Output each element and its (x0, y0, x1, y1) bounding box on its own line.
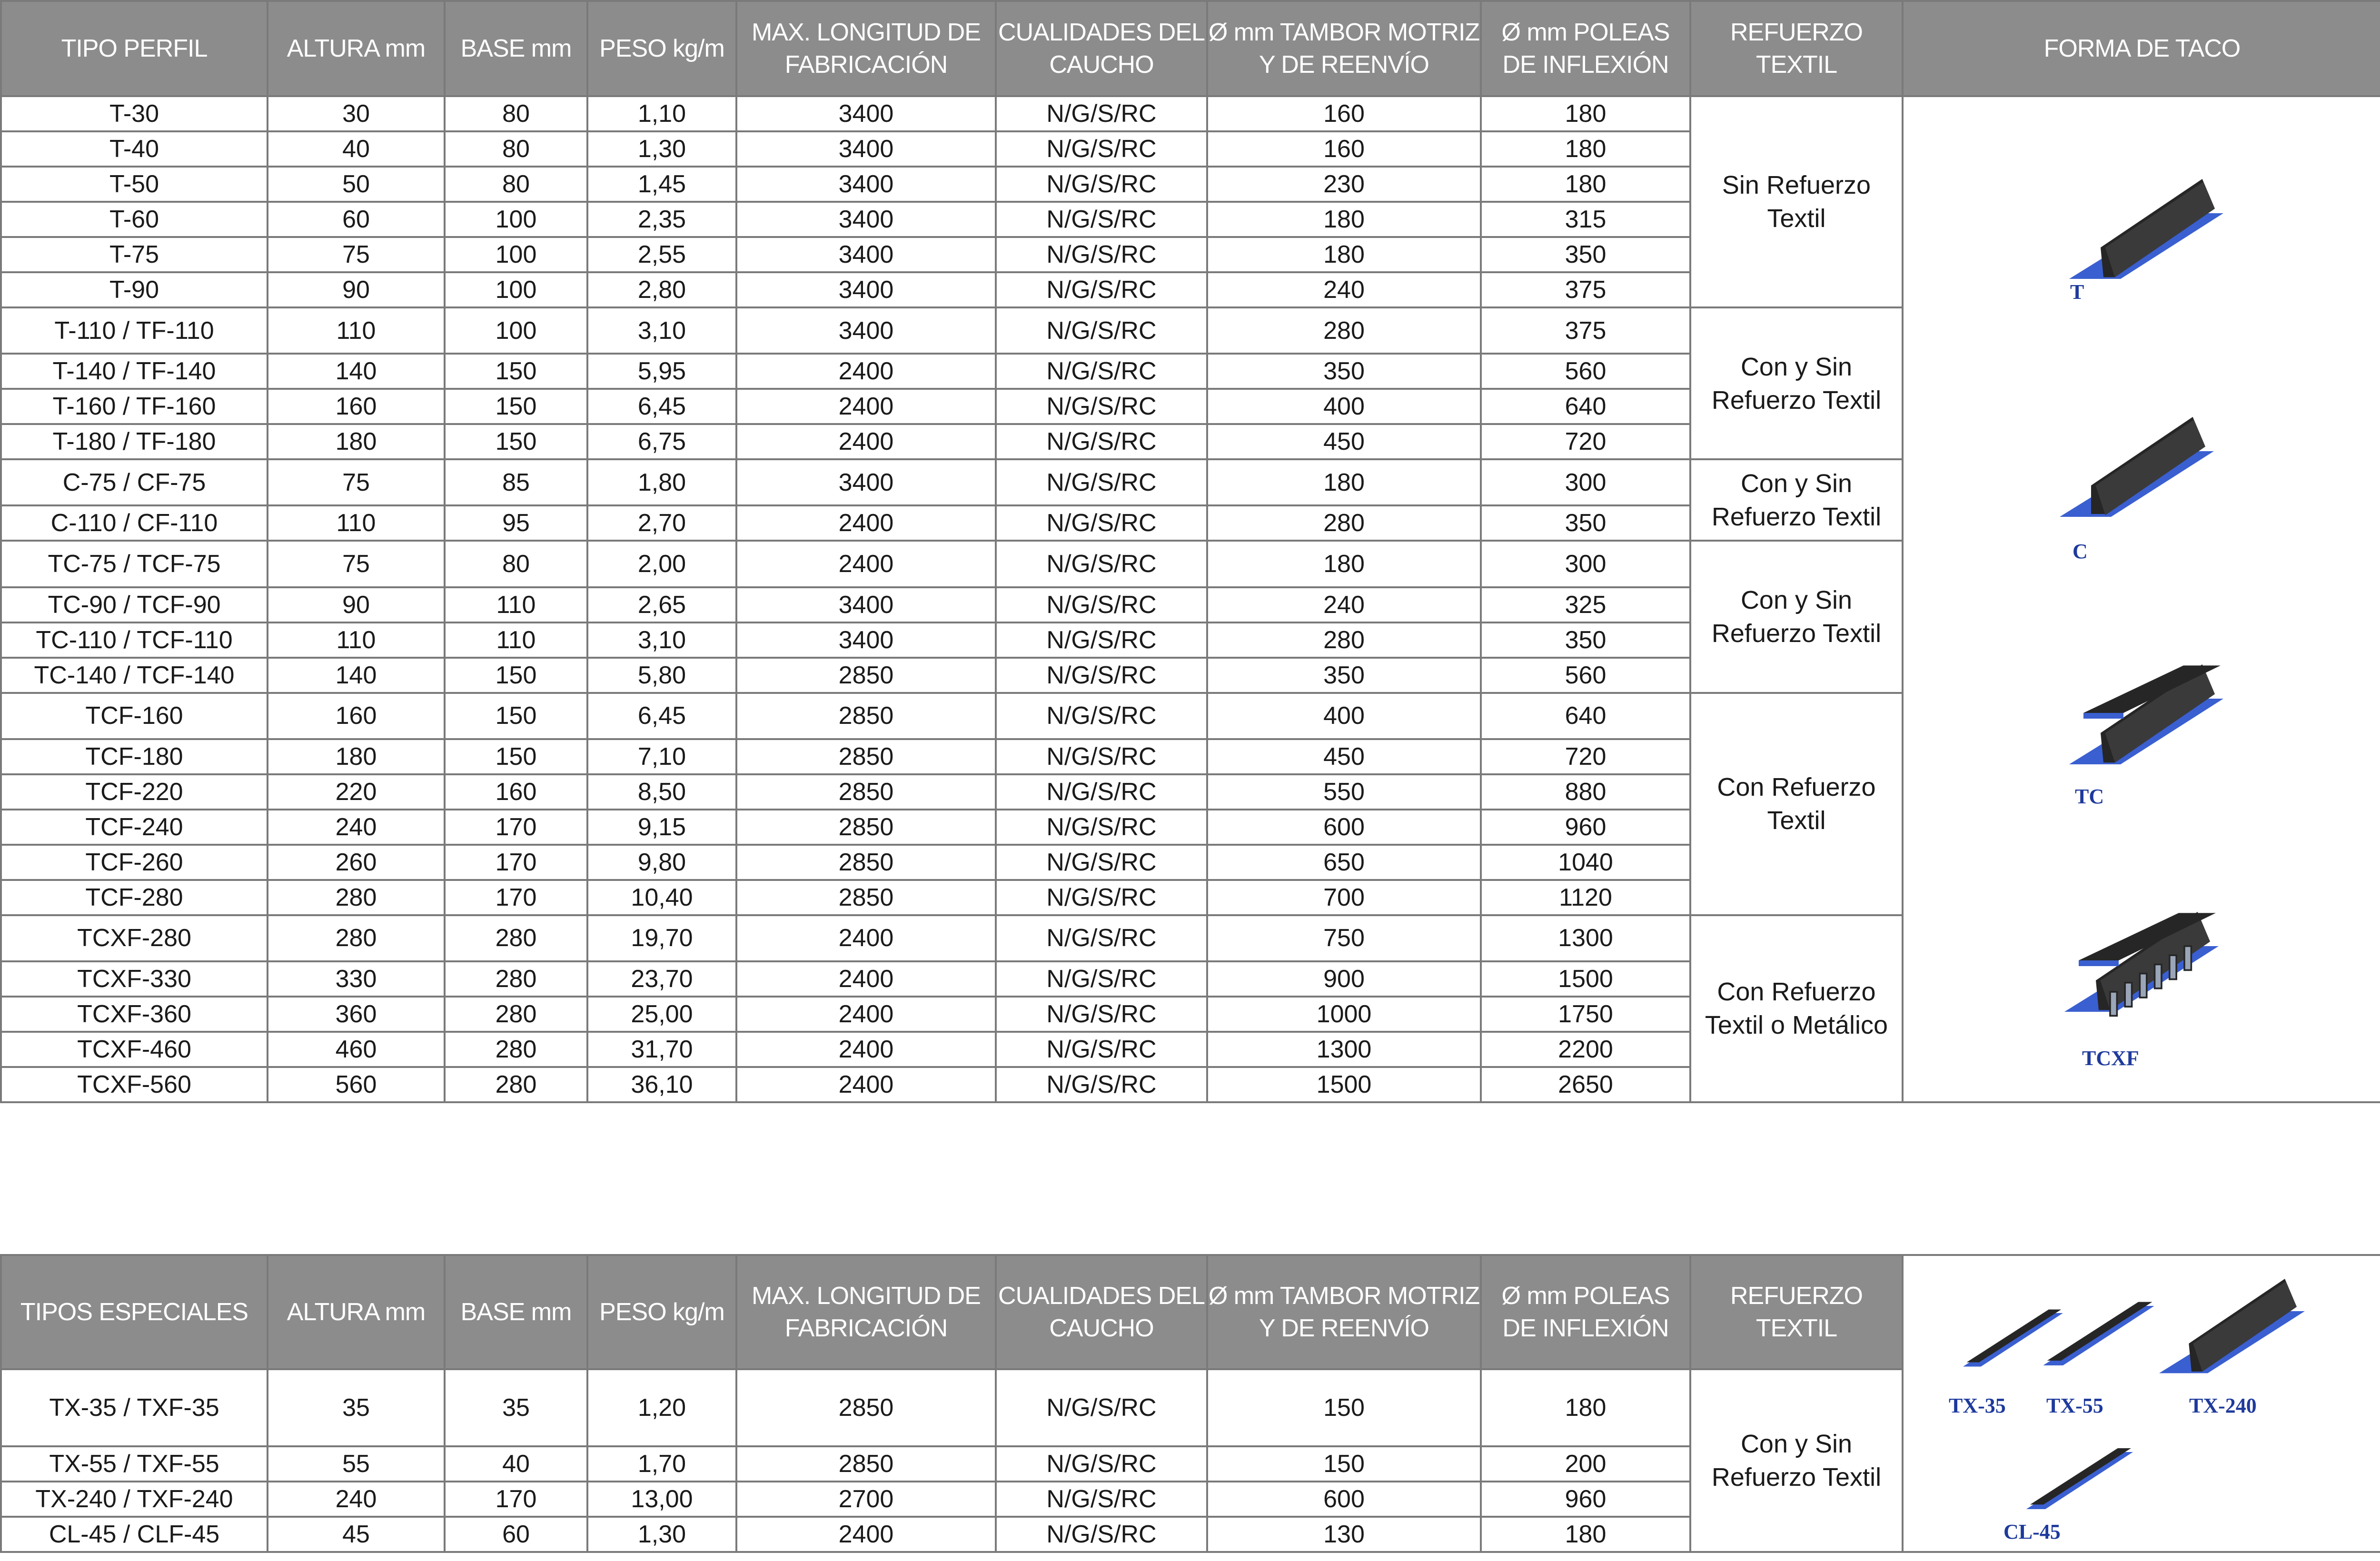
tx240-profile-icon (2151, 1265, 2313, 1389)
table-cell: TCF-240 (1, 810, 268, 845)
table-cell: 23,70 (587, 961, 736, 997)
table-cell: N/G/S/RC (996, 915, 1207, 961)
table-cell: 460 (268, 1032, 445, 1067)
table-cell: 640 (1481, 389, 1690, 424)
table-cell: N/G/S/RC (996, 587, 1207, 622)
table-cell: 30 (268, 96, 445, 131)
table-cell: 40 (445, 1446, 587, 1482)
forma-de-taco-cell (1903, 96, 2380, 1102)
table-cell: 280 (445, 997, 587, 1032)
table-cell: TC-75 / TCF-75 (1, 541, 268, 587)
table-cell: 2400 (736, 915, 996, 961)
table-cell: 350 (1207, 658, 1481, 693)
special-col-header: REFUERZO TEXTIL (1690, 1255, 1903, 1369)
table-cell: 1500 (1207, 1067, 1481, 1102)
table-cell: 75 (268, 541, 445, 587)
table-cell: 130 (1207, 1517, 1481, 1552)
t-profile-icon (2061, 173, 2232, 287)
table-cell: 1,80 (587, 459, 736, 505)
table-cell: N/G/S/RC (996, 541, 1207, 587)
table-cell: TCXF-460 (1, 1032, 268, 1067)
special-col-header: MAX. LONGITUD DE FABRICACIÓN (736, 1255, 996, 1369)
table-cell: 150 (1207, 1369, 1481, 1446)
table-cell: 13,00 (587, 1482, 736, 1517)
table-cell: 80 (445, 167, 587, 202)
table-cell: 600 (1207, 1482, 1481, 1517)
table-cell: N/G/S/RC (996, 880, 1207, 915)
table-cell: 2850 (736, 880, 996, 915)
table-cell: 200 (1481, 1446, 1690, 1482)
table-cell: 720 (1481, 424, 1690, 459)
table-cell: 300 (1481, 459, 1690, 505)
table-cell: 19,70 (587, 915, 736, 961)
table-cell: 1,45 (587, 167, 736, 202)
table-cell: 900 (1207, 961, 1481, 997)
table-cell: 9,15 (587, 810, 736, 845)
table-cell: 2400 (736, 505, 996, 541)
col-header-tipo-perfil: TIPO PERFIL (1, 1, 268, 96)
shape-label: T (2070, 280, 2084, 304)
table-cell: 230 (1207, 167, 1481, 202)
table-cell: 140 (268, 354, 445, 389)
table-cell: 3400 (736, 622, 996, 658)
table-cell: 3400 (736, 272, 996, 307)
table-cell: 2400 (736, 1517, 996, 1552)
table-cell: 1040 (1481, 845, 1690, 880)
table-cell: 5,95 (587, 354, 736, 389)
table-cell: 1120 (1481, 880, 1690, 915)
table-cell: 1,30 (587, 131, 736, 167)
special-col-header: CUALIDADES DEL CAUCHO (996, 1255, 1207, 1369)
table-cell: N/G/S/RC (996, 272, 1207, 307)
table-cell: C-110 / CF-110 (1, 505, 268, 541)
table-cell: 220 (268, 774, 445, 810)
refuerzo-group-cell: Con y Sin Refuerzo Textil (1690, 459, 1903, 541)
table-cell: N/G/S/RC (996, 739, 1207, 774)
table-cell: 350 (1207, 354, 1481, 389)
special-col-header: Ø mm TAMBOR MOTRIZ Y DE REENVÍO (1207, 1255, 1481, 1369)
table-row (1, 96, 2380, 131)
table-cell: 3400 (736, 202, 996, 237)
table-cell: N/G/S/RC (996, 307, 1207, 354)
table-cell: 640 (1481, 693, 1690, 739)
table-cell: 2,65 (587, 587, 736, 622)
table-cell: N/G/S/RC (996, 354, 1207, 389)
col-header-poleas: Ø mm POLEAS DE INFLEXIÓN (1481, 1, 1690, 96)
special-col-header: TIPOS ESPECIALES (1, 1255, 268, 1369)
tcxf-profile-icon (2056, 906, 2227, 1020)
table-cell: N/G/S/RC (996, 1517, 1207, 1552)
table-cell: 280 (445, 1032, 587, 1067)
table-cell: 170 (445, 845, 587, 880)
table-cell: 300 (1481, 541, 1690, 587)
table-cell: TCF-260 (1, 845, 268, 880)
table-cell: 720 (1481, 739, 1690, 774)
special-col-header: ALTURA mm (268, 1255, 445, 1369)
c-profile-icon (2051, 411, 2222, 525)
table-cell: 360 (268, 997, 445, 1032)
table-cell: T-160 / TF-160 (1, 389, 268, 424)
table-cell: T-30 (1, 96, 268, 131)
table-cell: 36,10 (587, 1067, 736, 1102)
table-cell: T-140 / TF-140 (1, 354, 268, 389)
table-cell: 2200 (1481, 1032, 1690, 1067)
table-cell: 60 (445, 1517, 587, 1552)
table-cell: 180 (1481, 96, 1690, 131)
table-cell: 240 (268, 810, 445, 845)
table-cell: 650 (1207, 845, 1481, 880)
table-cell: TCXF-560 (1, 1067, 268, 1102)
table-cell: N/G/S/RC (996, 167, 1207, 202)
table-cell: 150 (445, 389, 587, 424)
table-cell: 31,70 (587, 1032, 736, 1067)
table-cell: 9,80 (587, 845, 736, 880)
table-cell: N/G/S/RC (996, 997, 1207, 1032)
table-cell: N/G/S/RC (996, 845, 1207, 880)
table-cell: 350 (1481, 622, 1690, 658)
table-cell: N/G/S/RC (996, 1446, 1207, 1482)
table-cell: 110 (268, 505, 445, 541)
special-shapes-cell (1903, 1255, 2380, 1552)
table-cell: 7,10 (587, 739, 736, 774)
table-cell: 450 (1207, 424, 1481, 459)
table-cell: 50 (268, 167, 445, 202)
col-header-tambor: Ø mm TAMBOR MOTRIZ Y DE REENVÍO (1207, 1, 1481, 96)
table-cell: T-75 (1, 237, 268, 272)
table-cell: 315 (1481, 202, 1690, 237)
table-cell: 6,75 (587, 424, 736, 459)
table-cell: 100 (445, 202, 587, 237)
table-cell: 180 (1207, 459, 1481, 505)
table-cell: 140 (268, 658, 445, 693)
table-cell: 160 (268, 389, 445, 424)
table-cell: 1000 (1207, 997, 1481, 1032)
table-cell: 2,55 (587, 237, 736, 272)
table-cell: TCXF-360 (1, 997, 268, 1032)
table-cell: 180 (1481, 131, 1690, 167)
refuerzo-group-cell: Con y Sin Refuerzo Textil (1690, 541, 1903, 692)
shape-label: TX-35 (1949, 1394, 2006, 1417)
table-cell: 25,00 (587, 997, 736, 1032)
table-cell: 3,10 (587, 622, 736, 658)
table-cell: N/G/S/RC (996, 131, 1207, 167)
table-cell: 80 (445, 96, 587, 131)
table-cell: TCF-160 (1, 693, 268, 739)
table-cell: T-180 / TF-180 (1, 424, 268, 459)
table-cell: TX-240 / TXF-240 (1, 1482, 268, 1517)
table-cell: 90 (268, 272, 445, 307)
col-header-cualidades: CUALIDADES DEL CAUCHO (996, 1, 1207, 96)
table-cell: N/G/S/RC (996, 505, 1207, 541)
table-cell: T-60 (1, 202, 268, 237)
special-col-header: Ø mm POLEAS DE INFLEXIÓN (1481, 1255, 1690, 1369)
table-cell: 280 (1207, 505, 1481, 541)
special-col-header: BASE mm (445, 1255, 587, 1369)
table-cell: TCXF-280 (1, 915, 268, 961)
table-cell: 2,00 (587, 541, 736, 587)
cl45-profile-icon (2018, 1437, 2142, 1513)
table-cell: N/G/S/RC (996, 202, 1207, 237)
table-cell: 280 (268, 880, 445, 915)
table-cell: 2,70 (587, 505, 736, 541)
table-cell: 240 (1207, 587, 1481, 622)
table-cell: N/G/S/RC (996, 237, 1207, 272)
refuerzo-group-cell: Con y Sin Refuerzo Textil (1690, 307, 1903, 459)
table-cell: 560 (1481, 658, 1690, 693)
table-cell: 2,35 (587, 202, 736, 237)
table-cell: 400 (1207, 389, 1481, 424)
table-cell: 2400 (736, 1032, 996, 1067)
table-cell: 1,30 (587, 1517, 736, 1552)
table-cell: 2400 (736, 1067, 996, 1102)
table-cell: 2850 (736, 693, 996, 739)
shape-label: TX-240 (2189, 1394, 2257, 1417)
table-cell: 960 (1481, 810, 1690, 845)
table-cell: 960 (1481, 1482, 1690, 1517)
table-cell: CL-45 / CLF-45 (1, 1517, 268, 1552)
table-cell: 150 (445, 354, 587, 389)
table-cell: 110 (268, 307, 445, 354)
table-cell: 880 (1481, 774, 1690, 810)
col-header-refuerzo: REFUERZO TEXTIL (1690, 1, 1903, 96)
table-cell: 170 (445, 810, 587, 845)
shape-label: C (2073, 540, 2088, 563)
table-cell: 45 (268, 1517, 445, 1552)
table-cell: TC-110 / TCF-110 (1, 622, 268, 658)
col-header-peso: PESO kg/m (587, 1, 736, 96)
table-cell: 2400 (736, 997, 996, 1032)
table-cell: 110 (268, 622, 445, 658)
refuerzo-group-cell: Con y Sin Refuerzo Textil (1690, 1369, 1903, 1552)
table-cell: 3400 (736, 167, 996, 202)
table-cell: 6,45 (587, 389, 736, 424)
table-cell: N/G/S/RC (996, 1032, 1207, 1067)
table-cell: N/G/S/RC (996, 774, 1207, 810)
shape-label: TX-55 (2046, 1394, 2103, 1417)
table-cell: 1500 (1481, 961, 1690, 997)
table-cell: TX-55 / TXF-55 (1, 1446, 268, 1482)
table-cell: 1,10 (587, 96, 736, 131)
table-cell: 325 (1481, 587, 1690, 622)
table-cell: TCF-280 (1, 880, 268, 915)
table-cell: 400 (1207, 693, 1481, 739)
table-cell: 2850 (736, 658, 996, 693)
refuerzo-group-cell: Con Refuerzo Textil (1690, 693, 1903, 915)
table-cell: N/G/S/RC (996, 1482, 1207, 1517)
table-cell: 280 (1207, 622, 1481, 658)
tx55-profile-icon (2039, 1289, 2158, 1370)
table-cell: 3400 (736, 459, 996, 505)
table-cell: N/G/S/RC (996, 658, 1207, 693)
table-cell: N/G/S/RC (996, 424, 1207, 459)
table-cell: 160 (1207, 96, 1481, 131)
table-cell: 170 (445, 880, 587, 915)
table-cell: 180 (1207, 202, 1481, 237)
table-cell: 3400 (736, 587, 996, 622)
table-cell: T-50 (1, 167, 268, 202)
table-cell: 150 (445, 658, 587, 693)
table-cell: TCXF-330 (1, 961, 268, 997)
table-cell: 2,80 (587, 272, 736, 307)
table-cell: N/G/S/RC (996, 459, 1207, 505)
table-cell: 85 (445, 459, 587, 505)
table-cell: 280 (268, 915, 445, 961)
table-cell: 160 (1207, 131, 1481, 167)
table-cell: 10,40 (587, 880, 736, 915)
special-profile-table (0, 1254, 2380, 1553)
table-cell: 75 (268, 459, 445, 505)
table-cell: 560 (1481, 354, 1690, 389)
special-col-header: PESO kg/m (587, 1255, 736, 1369)
table-cell: 180 (1207, 541, 1481, 587)
table-cell: 3400 (736, 131, 996, 167)
table-cell: TC-140 / TCF-140 (1, 658, 268, 693)
table-cell: 60 (268, 202, 445, 237)
table-cell: 90 (268, 587, 445, 622)
table-cell: 2850 (736, 1369, 996, 1446)
table-cell: 280 (445, 915, 587, 961)
table-cell: TC-90 / TCF-90 (1, 587, 268, 622)
table-cell: 150 (445, 739, 587, 774)
table-cell: TCF-180 (1, 739, 268, 774)
table-cell: 700 (1207, 880, 1481, 915)
table-cell: 450 (1207, 739, 1481, 774)
table-cell: N/G/S/RC (996, 389, 1207, 424)
table-cell: 100 (445, 307, 587, 354)
table-cell: 2850 (736, 810, 996, 845)
refuerzo-group-cell: Sin Refuerzo Textil (1690, 96, 1903, 307)
special-header-row (1, 1255, 2380, 1369)
table-cell: C-75 / CF-75 (1, 459, 268, 505)
table-cell: 2400 (736, 354, 996, 389)
table-cell: 2850 (736, 774, 996, 810)
table-cell: 2400 (736, 541, 996, 587)
table-cell: 180 (1481, 1369, 1690, 1446)
table-cell: 330 (268, 961, 445, 997)
table-cell: N/G/S/RC (996, 1067, 1207, 1102)
table-cell: N/G/S/RC (996, 961, 1207, 997)
table-cell: 1750 (1481, 997, 1690, 1032)
table-cell: 180 (268, 424, 445, 459)
table-cell: 100 (445, 237, 587, 272)
table-cell: 1,70 (587, 1446, 736, 1482)
col-header-max-longitud: MAX. LONGITUD DE FABRICACIÓN (736, 1, 996, 96)
table-cell: 40 (268, 131, 445, 167)
table-cell: 170 (445, 1482, 587, 1517)
table-cell: 2700 (736, 1482, 996, 1517)
table-cell: 1300 (1481, 915, 1690, 961)
table-cell: 6,45 (587, 693, 736, 739)
table-cell: 2850 (736, 739, 996, 774)
table-cell: 280 (1207, 307, 1481, 354)
table-cell: 80 (445, 131, 587, 167)
table-cell: N/G/S/RC (996, 622, 1207, 658)
table-cell: 160 (445, 774, 587, 810)
table-cell: 3400 (736, 237, 996, 272)
table-cell: 150 (1207, 1446, 1481, 1482)
table-cell: 55 (268, 1446, 445, 1482)
table-cell: 95 (445, 505, 587, 541)
table-cell: N/G/S/RC (996, 1369, 1207, 1446)
shape-label: TC (2075, 785, 2104, 808)
table-cell: 8,50 (587, 774, 736, 810)
table-cell: 2850 (736, 1446, 996, 1482)
table-cell: 550 (1207, 774, 1481, 810)
table-cell: 80 (445, 541, 587, 587)
table-cell: 3400 (736, 307, 996, 354)
table-cell: 350 (1481, 505, 1690, 541)
table-cell: 260 (268, 845, 445, 880)
table-cell: 2400 (736, 389, 996, 424)
table-cell: 600 (1207, 810, 1481, 845)
table-cell: 240 (1207, 272, 1481, 307)
table-cell: 2400 (736, 961, 996, 997)
main-header-row (1, 1, 2380, 96)
table-cell: T-40 (1, 131, 268, 167)
shape-label: CL-45 (2003, 1520, 2061, 1543)
table-cell: 2400 (736, 424, 996, 459)
table-cell: N/G/S/RC (996, 693, 1207, 739)
table-cell: 375 (1481, 307, 1690, 354)
table-cell: 110 (445, 587, 587, 622)
table-cell: 280 (445, 961, 587, 997)
table-cell: 350 (1481, 237, 1690, 272)
table-cell: 3400 (736, 96, 996, 131)
table-cell: 180 (1207, 237, 1481, 272)
table-cell: 180 (1481, 1517, 1690, 1552)
table-cell: T-110 / TF-110 (1, 307, 268, 354)
table-cell: 110 (445, 622, 587, 658)
tc-profile-icon (2061, 659, 2232, 773)
table-cell: 375 (1481, 272, 1690, 307)
table-cell: 160 (268, 693, 445, 739)
table-cell: 280 (445, 1067, 587, 1102)
table-cell: T-90 (1, 272, 268, 307)
table-cell: 180 (1481, 167, 1690, 202)
table-cell: 150 (445, 424, 587, 459)
table-cell: 35 (268, 1369, 445, 1446)
table-cell: 2850 (736, 845, 996, 880)
table-cell: TX-35 / TXF-35 (1, 1369, 268, 1446)
table-cell: N/G/S/RC (996, 96, 1207, 131)
col-header-base: BASE mm (445, 1, 587, 96)
table-cell: TCF-220 (1, 774, 268, 810)
table-cell: 35 (445, 1369, 587, 1446)
col-header-altura: ALTURA mm (268, 1, 445, 96)
table-cell: 100 (445, 272, 587, 307)
table-cell: 75 (268, 237, 445, 272)
refuerzo-group-cell: Con Refuerzo Textil o Metálico (1690, 915, 1903, 1102)
table-cell: 150 (445, 693, 587, 739)
table-cell: 240 (268, 1482, 445, 1517)
table-cell: 2650 (1481, 1067, 1690, 1102)
table-cell: N/G/S/RC (996, 810, 1207, 845)
table-cell: 1,20 (587, 1369, 736, 1446)
table-cell: 5,80 (587, 658, 736, 693)
table-cell: 1300 (1207, 1032, 1481, 1067)
table-cell: 3,10 (587, 307, 736, 354)
table-cell: 180 (268, 739, 445, 774)
table-cell: 750 (1207, 915, 1481, 961)
shape-label: TCXF (2082, 1047, 2139, 1070)
col-header-forma-taco: FORMA DE TACO (1903, 1, 2380, 96)
table-cell: 560 (268, 1067, 445, 1102)
